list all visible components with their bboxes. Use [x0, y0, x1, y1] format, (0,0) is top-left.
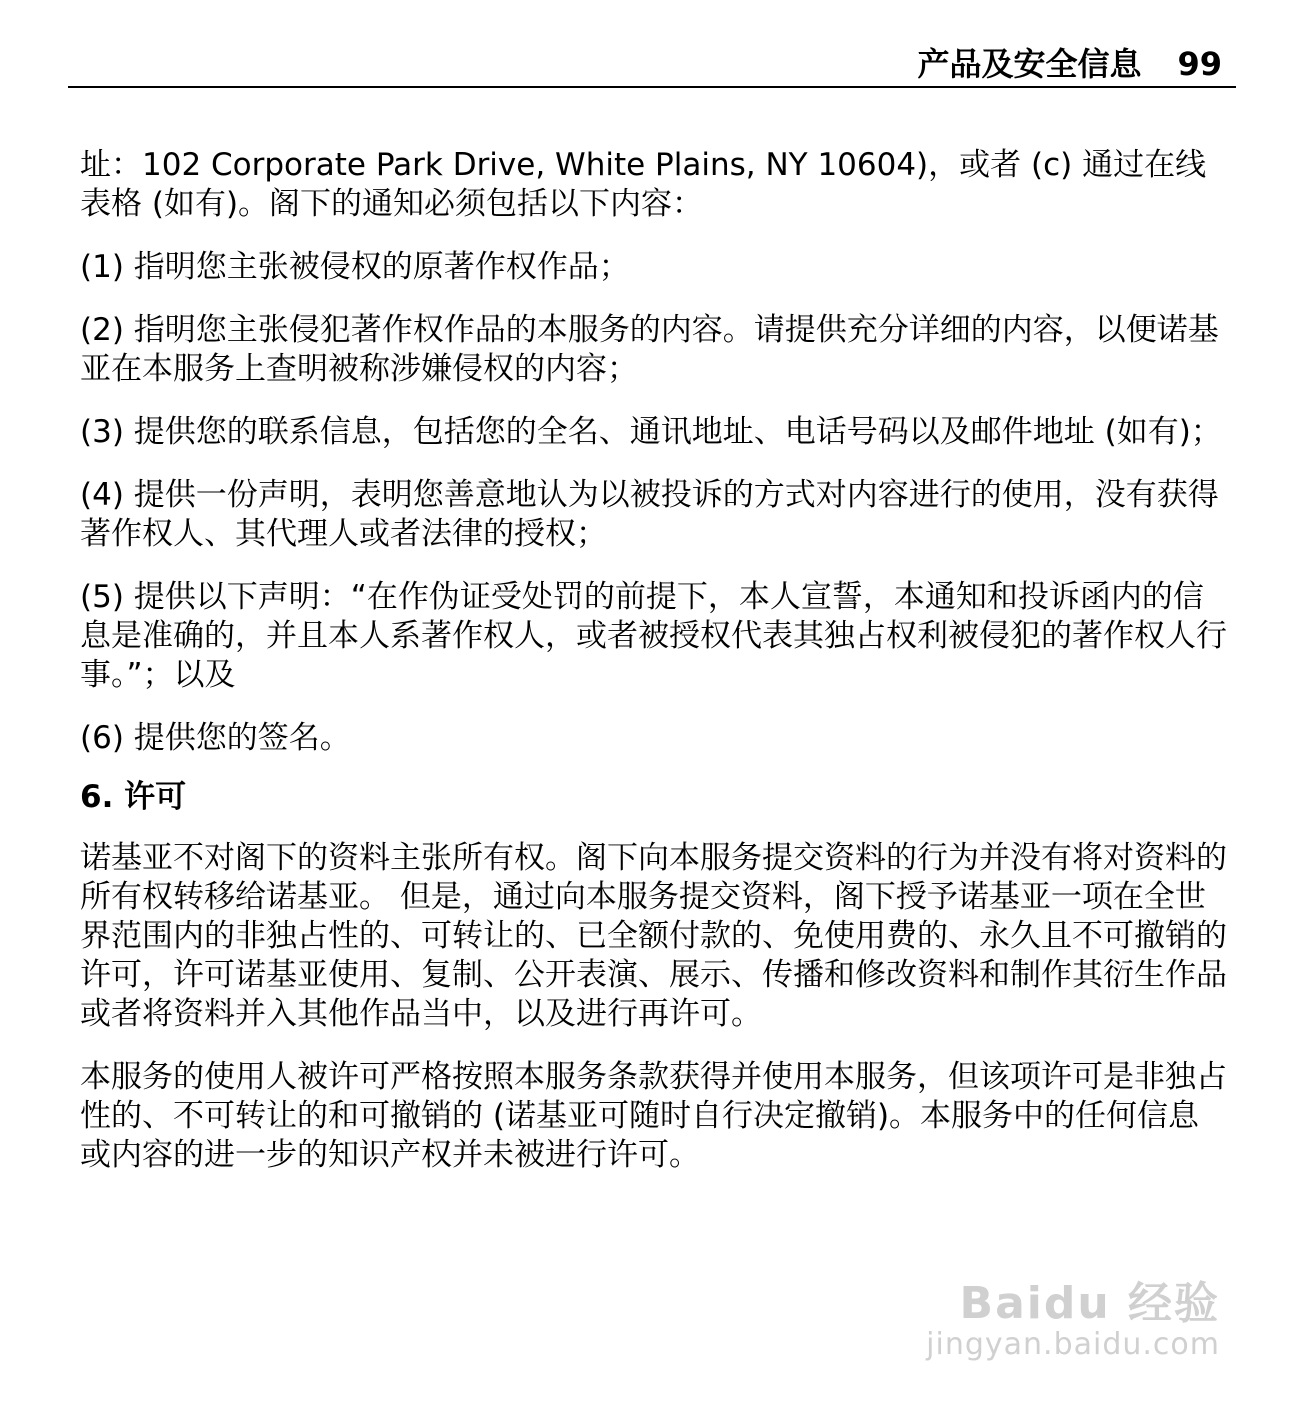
header-title: 产品及安全信息 [917, 45, 1142, 83]
list-item-5: (5) 提供以下声明：“在作伪证受处罚的前提下，本人宣誓，本通知和投诉函内的信息是准确的，并且本人系著作权人，或者被授权代表其独占权利被侵犯的著作权人行事。”；以及 [80, 579, 1227, 693]
watermark-url: jingyan.baidu.com [926, 1327, 1220, 1362]
list-item-1: (1) 指明您主张被侵权的原著作权作品； [80, 249, 630, 285]
watermark-logo-text: Baidu 经验 [959, 1278, 1220, 1329]
list-item-4: (4) 提供一份声明，表明您善意地认为以被投诉的方式对内容进行的使用，没有获得著作权人、其代理人或者法律的授权； [80, 477, 1219, 552]
list-item-2: (2) 指明您主张侵犯著作权作品的本服务的内容。请提供充分详细的内容，以便诺基亚在本服务上查明被称涉嫌侵权的内容； [80, 312, 1219, 387]
list-item-3: (3) 提供您的联系信息，包括您的全名、通讯地址、电话号码以及邮件地址 (如有)； [80, 414, 1222, 450]
page-header [68, 44, 1236, 88]
document-body [80, 146, 1230, 1199]
watermark [926, 1280, 1220, 1362]
paragraph-address: 址：102 Corporate Park Drive, White Plains, NY 10604)，或者 (c) 通过在线表格 (如有)。阁下的通知必须包括以下内容： [80, 147, 1207, 222]
list-item-6: (6) 提供您的签名。 [80, 720, 351, 756]
paragraph-license-2: 本服务的使用人被许可严格按照本服务条款获得并使用本服务，但该项许可是非独占性的、不可转让的和可撤销的 (诺基亚可随时自行决定撤销)。本服务中的任何信息或内容的进一步的知识产权并未被进行许可。 [80, 1059, 1227, 1173]
paragraph-license-1: 诺基亚不对阁下的资料主张所有权。阁下向本服务提交资料的行为并没有将对资料的所有权转移给诺基亚。 但是，通过向本服务提交资料，阁下授予诺基亚一项在全世界范围内的非独占性的、可转让的、已全额付款的、免使用费的、永久且不可撤销的许可，许可诺基亚使用、复制、公开表演、展示、传播和修改资料和制作其衍生作品或者将资料并入其他作品当中，以及进行再许可。 [80, 840, 1227, 1032]
page-number: 99 [1177, 45, 1222, 83]
section-heading-license: 6. 许可 [80, 779, 187, 815]
